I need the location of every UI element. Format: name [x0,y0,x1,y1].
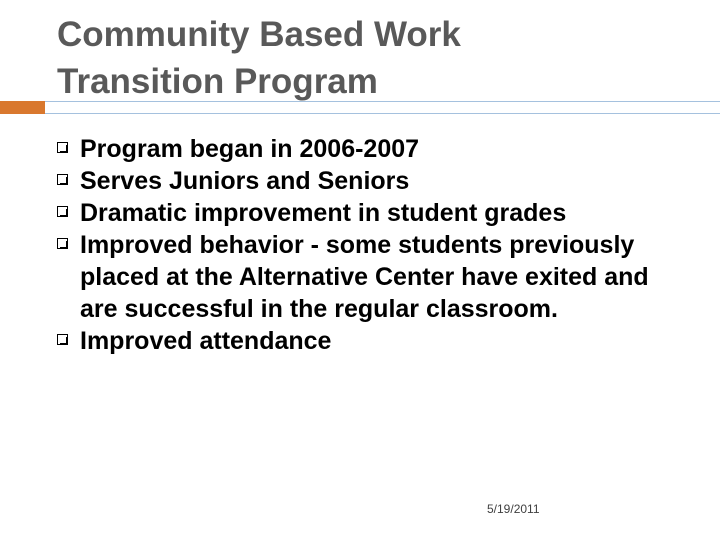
box-bullet-icon [57,142,68,153]
box-bullet-icon [57,238,68,249]
bullet-text: Serves Juniors and Seniors [80,167,410,195]
slide-title-line-2: Transition Program [57,62,378,101]
box-bullet-icon [57,174,68,185]
bullet-text: Program began in 2006-2007 [80,135,420,163]
slide-date: 5/19/2011 [487,502,540,516]
title-accent-bar [0,101,45,114]
bullet-text: Improved behavior - some students previously placed at the Alternative Center have exited and are successful in the regular classroom. [80,231,649,323]
bullet-list [57,133,687,357]
bullet-item [57,197,687,229]
slide-title [57,11,677,105]
bullet-item [57,229,687,325]
bullet-text: Dramatic improvement in student grades [80,199,567,227]
title-divider-rule [45,101,720,114]
bullet-item [57,325,687,357]
box-bullet-icon [57,206,68,217]
slide-title-line-1: Community Based Work [57,15,461,54]
bullet-item [57,133,687,165]
bullet-text: Improved attendance [80,327,332,355]
box-bullet-icon [57,334,68,345]
bullet-item [57,165,687,197]
